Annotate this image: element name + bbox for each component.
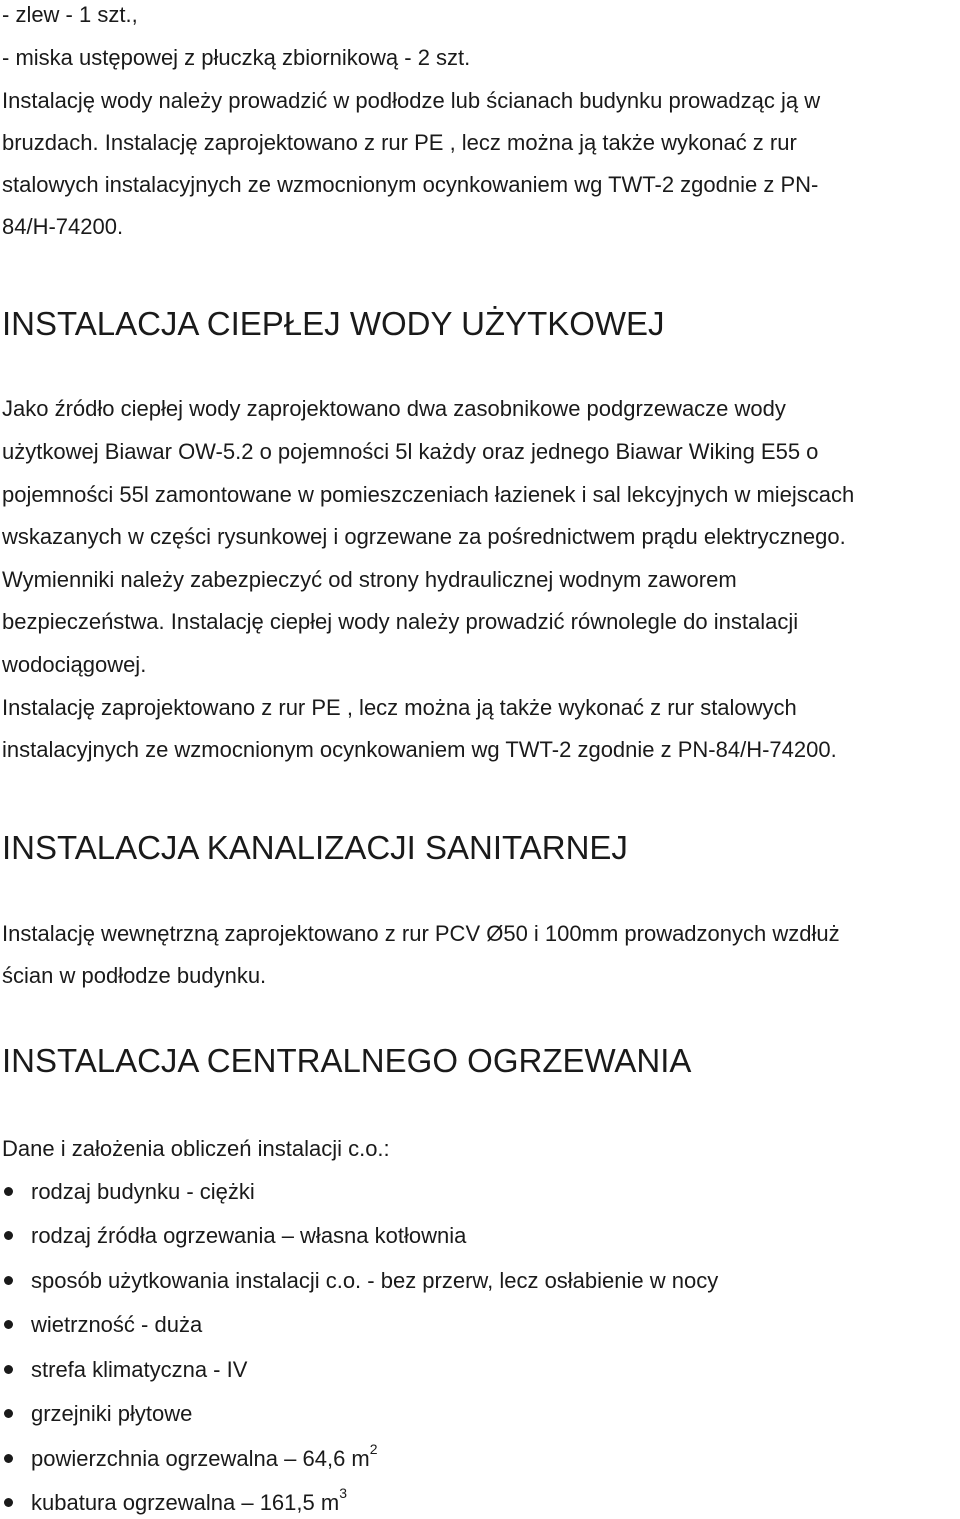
area-superscript: 2 bbox=[369, 1441, 378, 1457]
text-line: wskazanych w części rysunkowej i ogrzewane za pośrednictwem prądu elektrycznego. bbox=[2, 524, 846, 549]
list-item-label: sposób użytkowania instalacji c.o. - bez przerw, lecz osłabienie w nocy bbox=[31, 1268, 719, 1293]
text-line: Instalację zaprojektowano z rur PE , lecz można ją także wykonać z rur stalowych bbox=[2, 695, 797, 720]
text-line: Wymienniki należy zabezpieczyć od strony hydraulicznej wodnym zaworem bbox=[2, 567, 737, 592]
text-line: ścian w podłodze budynku. bbox=[2, 963, 267, 988]
bullet-icon bbox=[4, 1498, 13, 1507]
bullet-icon bbox=[4, 1187, 13, 1196]
list-item-label: wietrzność - duża bbox=[31, 1312, 203, 1337]
bullet-icon bbox=[4, 1409, 13, 1418]
assumptions-intro: Dane i założenia obliczeń instalacji c.o.: bbox=[2, 1136, 390, 1161]
volume-text: kubatura ogrzewalna – 161,5 m bbox=[31, 1490, 340, 1515]
text-line: instalacyjnych ze wzmocnionym ocynkowaniem wg TWT-2 zgodnie z PN-84/H-74200. bbox=[2, 737, 837, 762]
text-line: bruzdach. Instalację zaprojektowano z rur PE , lecz można ją także wykonać z rur bbox=[2, 130, 797, 155]
list-item-label: grzejniki płytowe bbox=[31, 1401, 193, 1426]
section-heading-central-heating: INSTALACJA CENTRALNEGO OGRZEWANIA bbox=[2, 1042, 692, 1079]
list-item-label: rodzaj źródła ogrzewania – własna kotłownia bbox=[31, 1223, 467, 1248]
volume-superscript: 3 bbox=[339, 1485, 347, 1501]
list-item-sink: - zlew - 1 szt., bbox=[2, 2, 138, 27]
list-item-toilet: - miska ustępowej z płuczką zbiornikową - 2 szt. bbox=[2, 45, 471, 70]
list-item-label bbox=[31, 1441, 378, 1474]
bullet-icon bbox=[4, 1276, 13, 1285]
section-heading-sewage: INSTALACJA KANALIZACJI SANITARNEJ bbox=[2, 829, 628, 866]
text-line: użytkowej Biawar OW-5.2 o pojemności 5l każdy oraz jednego Biawar Wiking E55 o bbox=[2, 439, 819, 464]
section-heading-hot-water: INSTALACJA CIEPŁEJ WODY UŻYTKOWEJ bbox=[2, 305, 665, 342]
text-line: stalowych instalacyjnych ze wzmocnionym ocynkowaniem wg TWT-2 zgodnie z PN- bbox=[2, 172, 819, 197]
text-line: Instalację wody należy prowadzić w podłodze lub ścianach budynku prowadząc ją w bbox=[2, 88, 821, 113]
bullet-icon bbox=[4, 1365, 13, 1374]
text-line: pojemności 55l zamontowane w pomieszczeniach łazienek i sal lekcyjnych w miejscach bbox=[2, 482, 855, 507]
text-line: bezpieczeństwa. Instalację ciepłej wody należy prowadzić równolegle do instalacji bbox=[2, 609, 799, 634]
bullet-icon bbox=[4, 1454, 13, 1463]
text-line: 84/H-74200. bbox=[2, 214, 124, 239]
bullet-icon bbox=[4, 1231, 13, 1240]
text-line: Jako źródło ciepłej wody zaprojektowano dwa zasobnikowe podgrzewacze wody bbox=[2, 396, 786, 421]
bullet-icon bbox=[4, 1320, 13, 1329]
list-item-label: strefa klimatyczna - IV bbox=[31, 1357, 248, 1382]
list-item-label: rodzaj budynku - ciężki bbox=[31, 1179, 255, 1204]
text-line: Instalację wewnętrzną zaprojektowano z rur PCV Ø50 i 100mm prowadzonych wzdłuż bbox=[2, 921, 840, 946]
text-line: wodociągowej. bbox=[2, 652, 147, 677]
area-text: powierzchnia ogrzewalna – 64,6 m bbox=[31, 1446, 370, 1471]
list-item-label bbox=[31, 1485, 347, 1518]
